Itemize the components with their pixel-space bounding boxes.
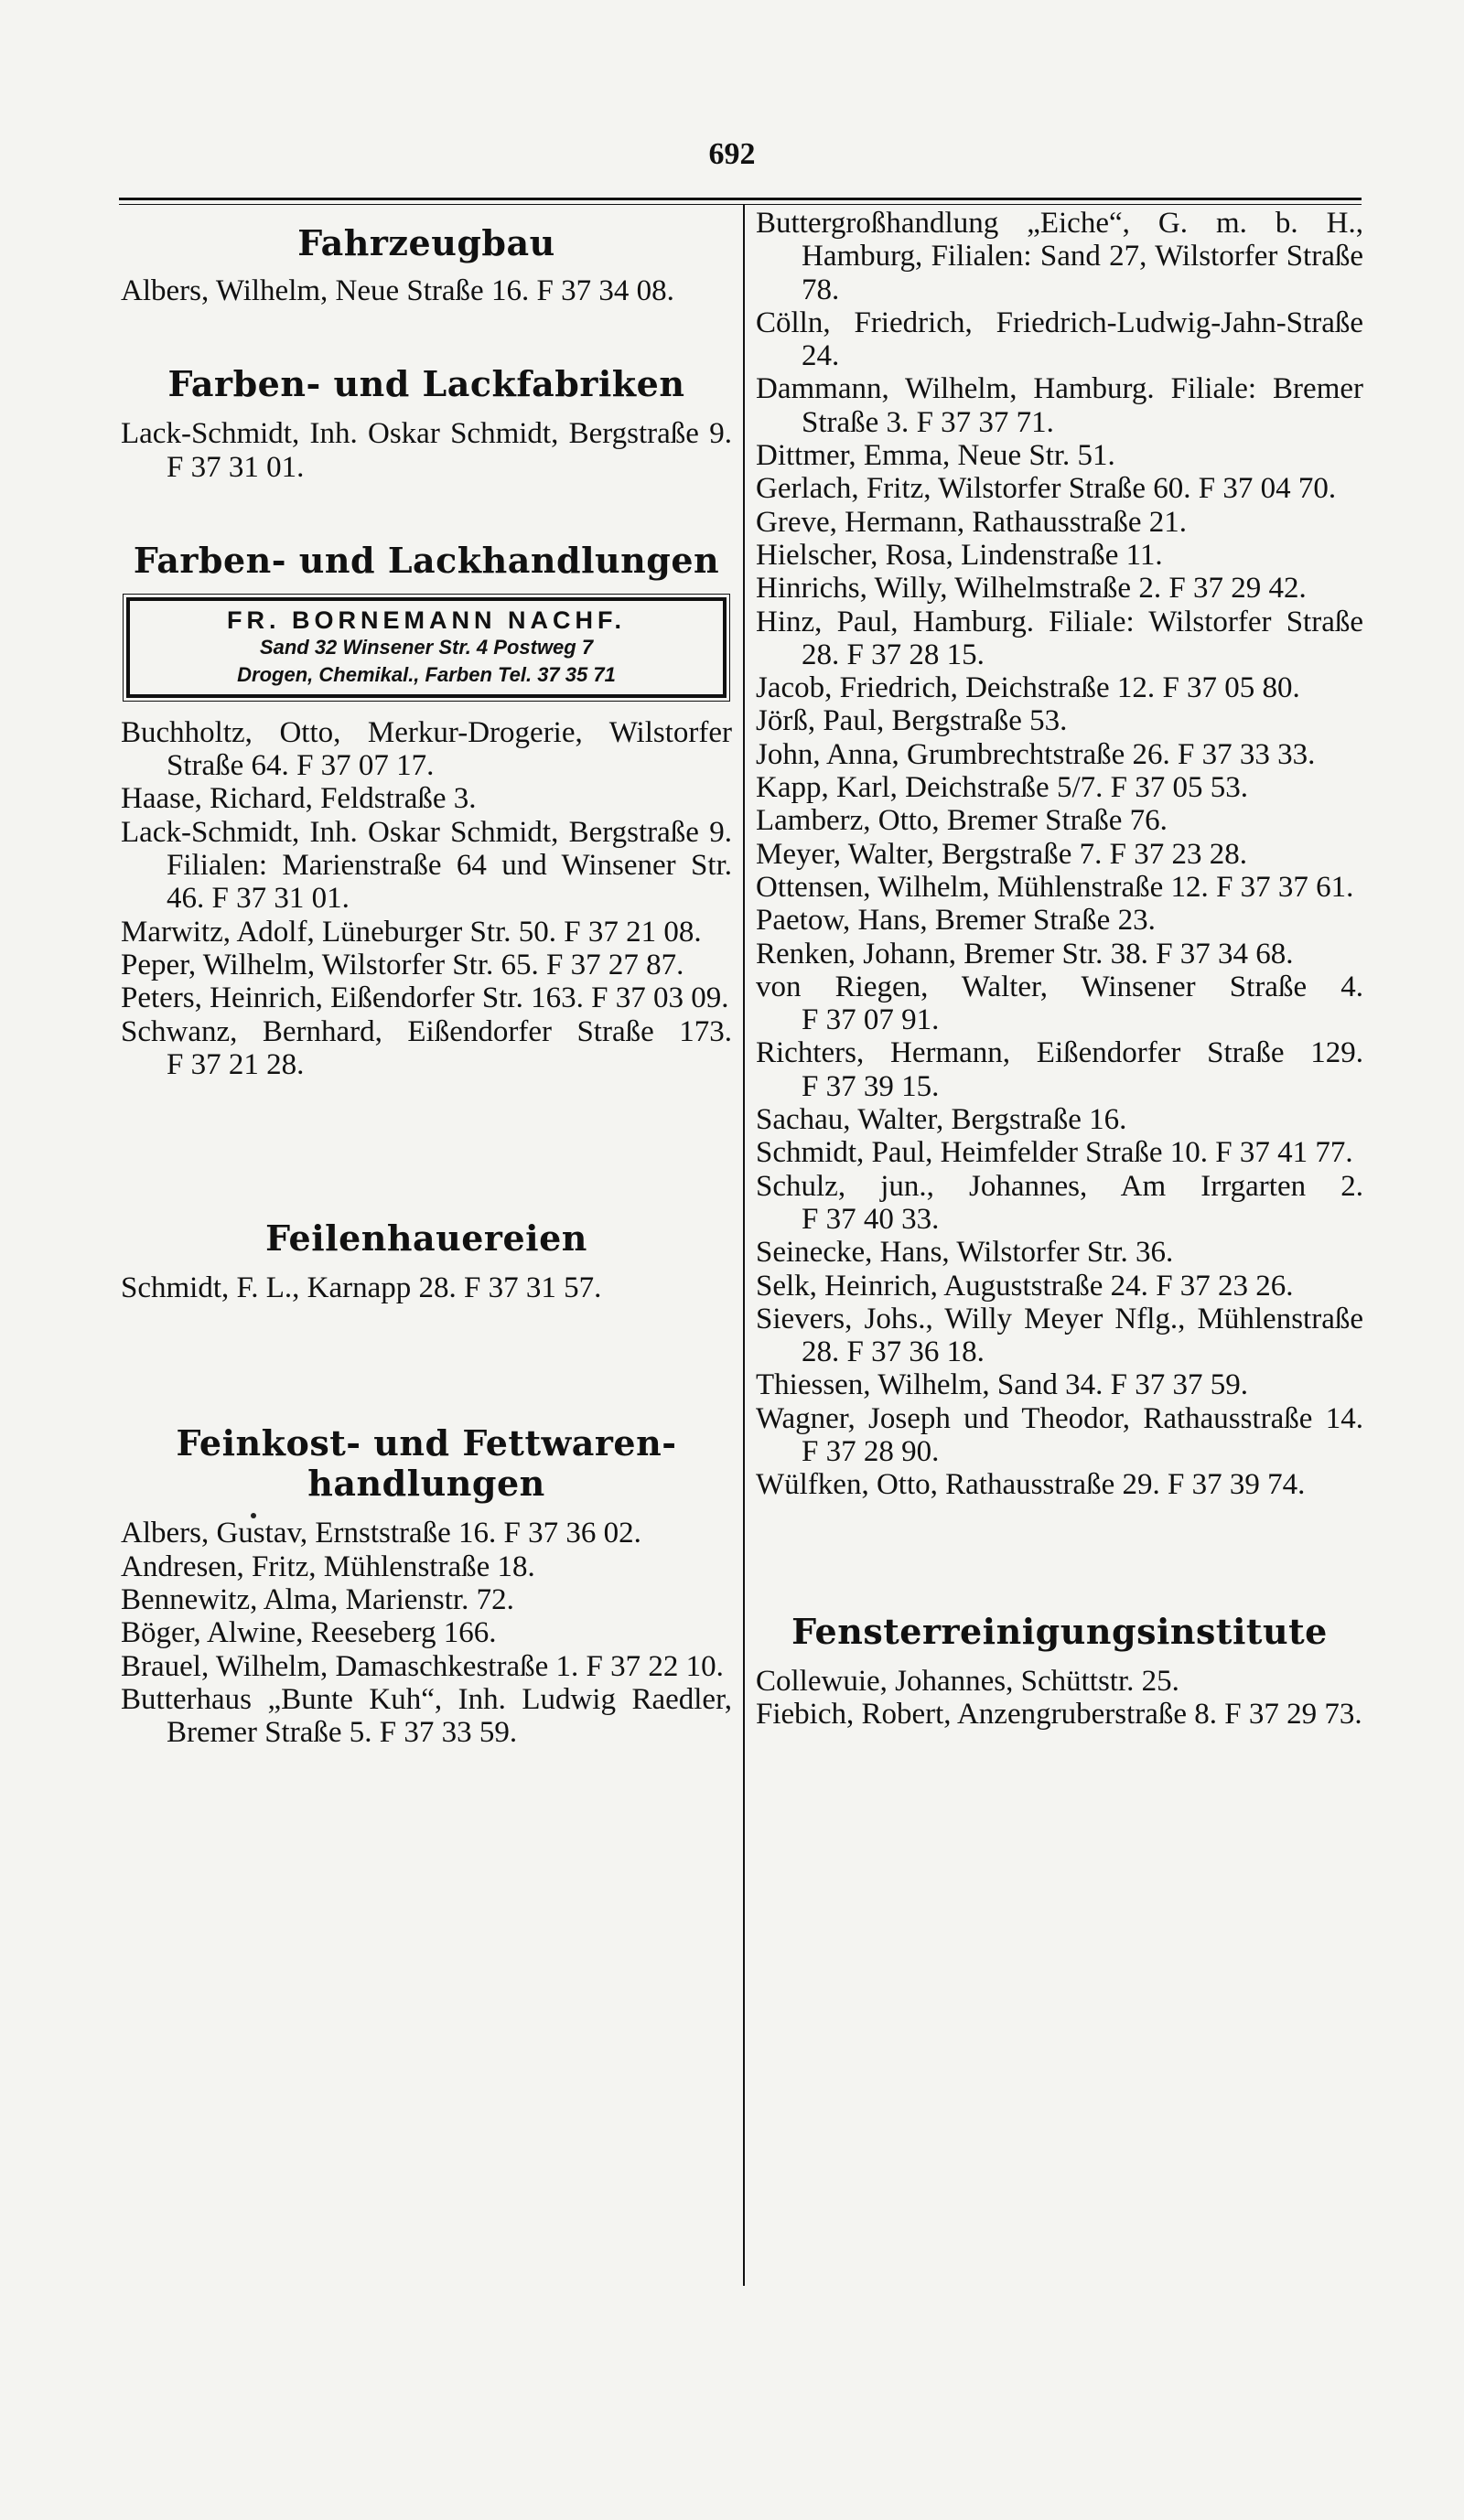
directory-entry	[756, 771, 1363, 804]
directory-entry	[756, 1236, 1363, 1269]
entry-text: John, Anna, Grumbrechtstraße 26.	[756, 737, 1170, 771]
entry-phone: F 37 28 90.	[802, 1434, 940, 1468]
entry-phone: F 37 37 59.	[1110, 1368, 1248, 1402]
section-heading: Fensterreinigungsinstitute	[791, 1610, 1328, 1652]
entry-text: von Riegen, Walter, Winsener Straße 4.	[756, 970, 1363, 1003]
entry-text: Buttergroßhandlung „Eiche“, G. m. b. H., Hamburg, Filialen: Sand 27, Wilstorfer Straße 78.	[756, 207, 1363, 306]
entry-phone: F 37 33 33.	[1178, 737, 1316, 771]
directory-entry	[756, 1698, 1363, 1731]
left-column	[121, 207, 732, 1750]
entry-text: Renken, Johann, Bremer Str. 38.	[756, 937, 1148, 970]
entry-phone: F 37 29 73.	[1224, 1697, 1362, 1731]
directory-entry	[756, 306, 1363, 373]
entry-text: Albers, Wilhelm, Neue Straße 16.	[121, 274, 530, 307]
right-column	[756, 207, 1363, 1731]
entry-text: Lack-Schmidt, Inh. Oskar Schmidt, Bergstraße 9.	[121, 417, 732, 451]
entry-phone: F 37 27 87.	[546, 948, 684, 981]
directory-entry	[756, 372, 1363, 439]
entry-phone: F 37 39 74.	[1167, 1468, 1306, 1502]
entry-text: Schulz, jun., Johannes, Am Irrgarten 2.	[756, 1169, 1363, 1203]
entry-text: Collewuie, Johannes, Schüttstr. 25.	[756, 1664, 1179, 1698]
spacer	[121, 1081, 732, 1218]
entry-text: Gerlach, Fritz, Wilstorfer Straße 60.	[756, 472, 1191, 506]
directory-entry	[756, 804, 1363, 837]
entry-text: Paetow, Hans, Bremer Straße 23.	[756, 904, 1156, 938]
directory-entry	[756, 938, 1363, 970]
directory-entry	[756, 1402, 1363, 1469]
directory-entry	[121, 1683, 732, 1750]
page-number: 692	[708, 137, 756, 171]
entry-phone: F 37 04 70.	[1198, 472, 1337, 506]
entry-text: Selk, Heinrich, Auguststraße 24.	[756, 1269, 1148, 1303]
entry-phone: F 37 23 26.	[1156, 1269, 1294, 1303]
directory-entry	[756, 207, 1363, 306]
entry-text: Dammann, Wilhelm, Hamburg. Filiale: Bremer Straße 3.	[756, 372, 1363, 439]
directory-entry	[756, 838, 1363, 871]
directory-entry	[756, 1303, 1363, 1369]
entry-text: Marwitz, Adolf, Lüneburger Str. 50.	[121, 915, 556, 949]
spacer	[121, 404, 732, 417]
entry-text: Brauel, Wilhelm, Damaschkestraße 1.	[121, 1649, 579, 1683]
directory-entry	[756, 1103, 1363, 1136]
entry-phone: F 37 21 28.	[167, 1047, 305, 1081]
entry-text: Thiessen, Wilhelm, Sand 34.	[756, 1368, 1103, 1402]
directory-entry	[756, 572, 1363, 605]
entry-text: Cölln, Friedrich, Friedrich-Ludwig-Jahn-Straße 24.	[756, 306, 1363, 373]
entry-phone: F 37 33 59.	[379, 1716, 518, 1750]
entry-phone: F 37 29 42.	[1168, 572, 1307, 606]
section-heading: Farben- und Lackhandlungen	[133, 539, 720, 581]
entry-text: Jörß, Paul, Bergstraße 53.	[756, 704, 1068, 738]
entry-text: Meyer, Walter, Bergstraße 7.	[756, 837, 1103, 871]
directory-entry	[756, 1270, 1363, 1303]
entry-phone: F 37 41 77.	[1215, 1136, 1353, 1170]
entry-text: Böger, Alwine, Reeseberg 166.	[121, 1616, 497, 1650]
entry-phone: F 37 36 18.	[846, 1335, 985, 1369]
directory-entry	[756, 871, 1363, 904]
entry-phone: F 37 31 57.	[464, 1271, 602, 1305]
directory-entry	[756, 1468, 1363, 1501]
directory-entry	[756, 439, 1363, 472]
directory-entry	[121, 1616, 732, 1649]
directory-entry	[756, 506, 1363, 539]
directory-entry	[121, 1550, 732, 1583]
entry-phone: F 37 23 28.	[1109, 837, 1247, 871]
ad-products-line: Drogen, Chemikal., Farben Tel. 37 35 71	[237, 662, 616, 686]
entry-text: Wülfken, Otto, Rathausstraße 29.	[756, 1468, 1160, 1502]
entry-text: Schmidt, Paul, Heimfelder Straße 10.	[756, 1136, 1208, 1170]
spacer	[121, 263, 732, 274]
entry-phone: F 37 31 01.	[167, 450, 305, 484]
directory-entry	[756, 904, 1363, 937]
entry-text: Buchholtz, Otto, Merkur-Drogerie, Wilstorfer Straße 64.	[121, 715, 732, 783]
directory-entry	[121, 816, 732, 916]
entry-text: Andresen, Fritz, Mühlenstraße 18.	[121, 1550, 535, 1583]
directory-entry	[756, 539, 1363, 572]
entry-text: Sachau, Walter, Bergstraße 16.	[756, 1103, 1127, 1137]
spacer	[121, 484, 732, 541]
directory-entry	[756, 704, 1363, 737]
spacer	[121, 307, 732, 364]
entry-text: Seinecke, Hans, Wilstorfer Str. 36.	[756, 1236, 1174, 1270]
directory-entry	[756, 1665, 1363, 1698]
spacer	[121, 1259, 732, 1271]
entry-text: Ottensen, Wilhelm, Mühlenstraße 12.	[756, 870, 1209, 904]
directory-entry	[121, 274, 732, 307]
spacer	[121, 1504, 732, 1517]
directory-entry	[121, 417, 732, 484]
entry-phone: F 37 31 01.	[211, 882, 350, 916]
entry-text: Dittmer, Emma, Neue Str. 51.	[756, 439, 1115, 473]
entry-phone: F 37 39 15.	[802, 1069, 940, 1103]
entry-phone: F 37 21 08.	[564, 915, 702, 949]
directory-entry	[121, 1015, 732, 1082]
entry-text: Schwanz, Bernhard, Eißendorfer Straße 173.	[121, 1014, 732, 1048]
directory-entry	[121, 1271, 732, 1304]
entry-text: Wagner, Joseph und Theodor, Rathausstraße 14.	[756, 1401, 1363, 1435]
directory-entry	[121, 981, 732, 1014]
entry-text: Albers, Gustav, Ernststraße 16.	[121, 1517, 497, 1550]
entry-phone: F 37 28 15.	[846, 638, 985, 671]
entry-text: Greve, Hermann, Rathausstraße 21.	[756, 505, 1188, 539]
entry-phone: F 37 07 17.	[296, 749, 435, 783]
directory-entry	[121, 716, 732, 783]
ad-title: FR. BORNEMANN NACHF.	[227, 606, 626, 634]
entry-text: Butterhaus „Bunte Kuh“, Inh. Ludwig Raedler, Bremer Straße 5.	[121, 1682, 732, 1750]
entry-text: Haase, Richard, Feldstraße 3.	[121, 782, 477, 816]
entry-phone: F 37 37 71.	[916, 405, 1054, 439]
header-rule	[119, 198, 1362, 205]
section-heading: Feilenhauereien	[265, 1217, 587, 1260]
entry-text: Hielscher, Rosa, Lindenstraße 11.	[756, 538, 1163, 572]
directory-entry	[756, 606, 1363, 672]
entry-text: Fiebich, Robert, Anzengruberstraße 8.	[756, 1697, 1218, 1731]
column-divider	[743, 205, 745, 2286]
directory-entry	[756, 1170, 1363, 1237]
entry-text: Jacob, Friedrich, Deichstraße 12.	[756, 671, 1156, 705]
entry-text: Lamberz, Otto, Bremer Straße 76.	[756, 804, 1168, 838]
directory-entry	[121, 1517, 732, 1550]
entry-text: Peper, Wilhelm, Wilstorfer Str. 65.	[121, 948, 539, 981]
entry-text: Lack-Schmidt, Inh. Oskar Schmidt, Bergstraße 9. Filialen: Marienstraße 64 und Winsener Str. 46.	[121, 815, 732, 916]
spacer	[756, 1502, 1363, 1612]
directory-entry	[756, 1036, 1363, 1103]
directory-entry	[121, 1650, 732, 1683]
entry-text: Hinrichs, Willy, Wilhelmstraße 2.	[756, 572, 1162, 606]
entry-text: Kapp, Karl, Deichstraße 5/7.	[756, 771, 1103, 805]
directory-entry	[121, 1583, 732, 1616]
entry-text: Bennewitz, Alma, Marienstr. 72.	[121, 1583, 514, 1617]
entry-phone: F 37 40 33.	[802, 1202, 940, 1236]
spacer	[756, 1652, 1363, 1665]
entry-phone: F 37 36 02.	[503, 1517, 641, 1550]
entry-phone: F 37 03 09.	[591, 981, 729, 1015]
directory-entry	[756, 738, 1363, 771]
spacer	[121, 207, 732, 223]
advertisement-box	[126, 597, 727, 698]
section-heading: Fahrzeugbau	[297, 222, 555, 263]
entry-text: Sievers, Johs., Willy Meyer Nflg., Mühlenstraße 28.	[756, 1302, 1363, 1369]
entry-text: Schmidt, F. L., Karnapp 28.	[121, 1271, 457, 1305]
entry-phone: F 37 07 91.	[802, 1003, 940, 1037]
entry-phone: F 37 22 10.	[586, 1649, 724, 1683]
entry-phone: F 37 05 53.	[1110, 771, 1248, 805]
directory-entry	[756, 671, 1363, 704]
directory-entry	[756, 472, 1363, 505]
directory-entry	[121, 916, 732, 949]
directory-entry	[756, 1368, 1363, 1401]
entry-phone: F 37 34 08.	[536, 274, 674, 307]
entry-text: Hinz, Paul, Hamburg. Filiale: Wilstorfer Straße 28.	[756, 605, 1363, 671]
entry-text: Richters, Hermann, Eißendorfer Straße 129.	[756, 1036, 1363, 1070]
directory-entry	[121, 949, 732, 981]
directory-entry	[756, 970, 1363, 1037]
entry-text: Peters, Heinrich, Eißendorfer Str. 163.	[121, 981, 584, 1015]
directory-entry	[756, 1136, 1363, 1169]
section-heading: Feinkost- und Fettwaren-handlungen	[176, 1422, 677, 1505]
entry-phone: F 37 05 80.	[1162, 671, 1300, 705]
entry-phone: F 37 37 61.	[1216, 870, 1354, 904]
spacer	[121, 1304, 732, 1423]
entry-phone: F 37 34 68.	[1156, 937, 1294, 970]
ad-address-line: Sand 32 Winsener Str. 4 Postweg 7	[259, 635, 594, 659]
directory-entry	[121, 782, 732, 815]
section-heading: Farben- und Lackfabriken	[167, 363, 685, 405]
